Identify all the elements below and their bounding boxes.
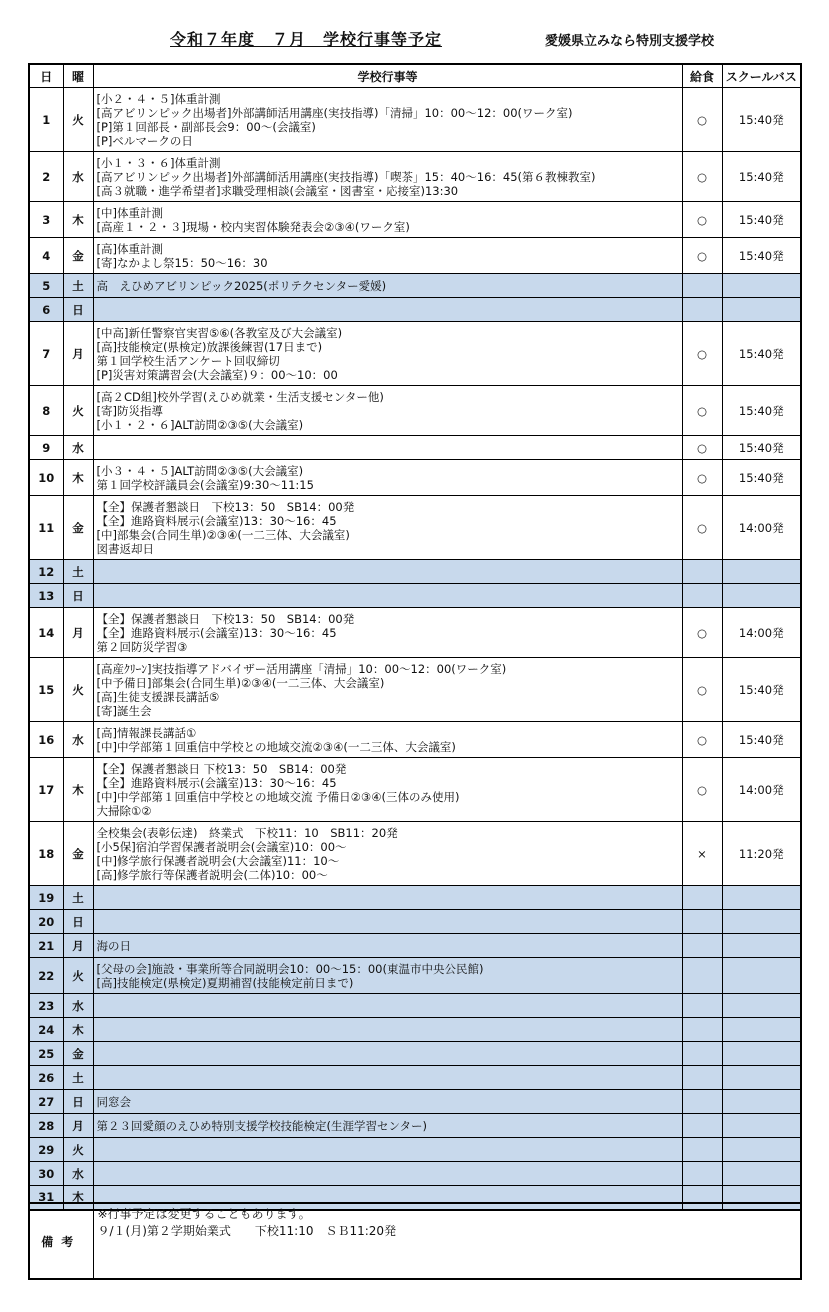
day-row: [29, 910, 801, 934]
event-line: 第１回学校評議員会(会議室)9:30～11:15: [96, 477, 314, 492]
day-row: [29, 496, 801, 560]
day-row: [29, 722, 801, 758]
bus-time: [722, 560, 801, 584]
weekday: 月: [63, 1114, 93, 1138]
events-cell: [93, 822, 682, 886]
header-meal: 給食: [682, 64, 722, 88]
day-number: 12: [29, 560, 63, 584]
event-line: 第２３回愛顔のえひめ特別支援学校技能検定(生涯学習センター): [96, 1118, 428, 1133]
event-line: [中]中学部第１回重信中学校との地域交流②③④(一二三体、大会議室): [96, 739, 456, 754]
notes-label: 備考: [29, 1203, 93, 1279]
events-cell: [93, 496, 682, 560]
event-line: [高アビリンピック出場者]外部講師活用講座(実技指導)「清掃」10：00～12：00(ワーク室): [96, 105, 573, 120]
weekday: 日: [63, 584, 93, 608]
header-events: 学校行事等: [93, 64, 682, 88]
day-number: 22: [29, 958, 63, 994]
events-cell: [93, 1018, 682, 1042]
events-cell: [93, 934, 682, 958]
event-line: 【全】進路資料展示(会議室)13：30～16：45: [96, 625, 337, 640]
bus-time: 15:40発: [722, 152, 801, 202]
bus-time: 15:40発: [722, 722, 801, 758]
day-row: [29, 1114, 801, 1138]
day-number: 30: [29, 1162, 63, 1186]
event-line: 海の日: [96, 938, 131, 953]
lunch-mark: ○: [682, 152, 722, 202]
events-cell: [93, 1162, 682, 1186]
day-row: [29, 994, 801, 1018]
day-number: 19: [29, 886, 63, 910]
lunch-mark: [682, 298, 722, 322]
weekday: 木: [63, 1186, 93, 1210]
bus-time: 11:20発: [722, 822, 801, 886]
event-line: 第２回防災学習③: [96, 639, 188, 654]
lunch-mark: ×: [682, 822, 722, 886]
day-number: 7: [29, 322, 63, 386]
lunch-mark: [682, 1018, 722, 1042]
events-cell: [93, 88, 682, 152]
day-row: [29, 1042, 801, 1066]
day-row: [29, 958, 801, 994]
weekday: 水: [63, 436, 93, 460]
event-line: 【全】保護者懇談日 下校13：50 SB14：00発: [96, 499, 355, 514]
lunch-mark: [682, 886, 722, 910]
weekday: 木: [63, 1018, 93, 1042]
day-row: [29, 436, 801, 460]
weekday: 水: [63, 994, 93, 1018]
lunch-mark: [682, 1138, 722, 1162]
event-line: [中]修学旅行保護者説明会(大会議室)11：10～: [96, 853, 340, 868]
event-line: [P]災害対策講習会(大会議室)９：00～10：00: [96, 367, 338, 382]
bus-time: [722, 298, 801, 322]
bus-time: 15:40発: [722, 386, 801, 436]
event-line: [中]体重計測: [96, 205, 163, 220]
school-name: 愛媛県立みなら特別支援学校: [545, 34, 715, 49]
event-line: [小１・３・６]体重計測: [96, 155, 221, 170]
day-row: [29, 584, 801, 608]
event-line: [寄]防災指導: [96, 403, 163, 418]
day-row: [29, 658, 801, 722]
event-line: [中予備日]部集会(合同生単)②③④(一二三体、大会議室): [96, 675, 385, 690]
bus-time: 15:40発: [722, 88, 801, 152]
weekday: 水: [63, 152, 93, 202]
events-cell: [93, 298, 682, 322]
lunch-mark: ○: [682, 386, 722, 436]
bus-time: [722, 910, 801, 934]
day-number: 15: [29, 658, 63, 722]
day-row: [29, 758, 801, 822]
events-cell: [93, 910, 682, 934]
day-number: 17: [29, 758, 63, 822]
day-number: 25: [29, 1042, 63, 1066]
bus-time: [722, 994, 801, 1018]
events-cell: [93, 238, 682, 274]
events-cell: [93, 322, 682, 386]
weekday: 月: [63, 322, 93, 386]
day-number: 31: [29, 1186, 63, 1210]
day-number: 5: [29, 274, 63, 298]
event-line: [高３就職・進学希望者]求職受理相談(会議室・図書室・応接室)13:30: [96, 183, 459, 198]
events-cell: [93, 436, 682, 460]
events-cell: [93, 1138, 682, 1162]
day-row: [29, 274, 801, 298]
events-cell: [93, 1090, 682, 1114]
lunch-mark: [682, 1042, 722, 1066]
event-line: [高]技能検定(県検定)放課後練習(17日まで): [96, 339, 323, 354]
day-row: [29, 1162, 801, 1186]
events-cell: [93, 658, 682, 722]
bus-time: 15:40発: [722, 436, 801, 460]
weekday: 木: [63, 758, 93, 822]
notes-line: ※行事予定は変更することもあります。: [97, 1207, 311, 1221]
bus-time: 15:40発: [722, 322, 801, 386]
schedule-table: [28, 63, 802, 1211]
event-line: [中]部集会(合同生単)②③④(一二三体、大会議室): [96, 527, 350, 542]
event-line: [中]中学部第１回重信中学校との地域交流 予備日②③④(三体のみ使用): [96, 789, 460, 804]
day-row: [29, 608, 801, 658]
day-number: 26: [29, 1066, 63, 1090]
weekday: 月: [63, 608, 93, 658]
weekday: 水: [63, 1162, 93, 1186]
day-row: [29, 460, 801, 496]
day-row: [29, 1090, 801, 1114]
event-line: [P]第１回部長・副部長会9：00～(会議室): [96, 119, 316, 134]
events-cell: [93, 958, 682, 994]
weekday: 火: [63, 88, 93, 152]
weekday: 日: [63, 298, 93, 322]
bus-time: [722, 584, 801, 608]
event-line: 【全】保護者懇談日 下校13：50 SB14：00発: [96, 761, 347, 776]
day-number: 16: [29, 722, 63, 758]
event-line: 第１回学校生活アンケート回収締切: [96, 353, 280, 368]
weekday: 水: [63, 722, 93, 758]
weekday: 金: [63, 238, 93, 274]
weekday: 土: [63, 886, 93, 910]
events-cell: [93, 1042, 682, 1066]
day-number: 28: [29, 1114, 63, 1138]
bus-time: 15:40発: [722, 202, 801, 238]
bus-time: [722, 886, 801, 910]
weekday: 土: [63, 1066, 93, 1090]
event-line: [高]生徒支援課長講話⑤: [96, 689, 220, 704]
day-row: [29, 386, 801, 436]
day-row: [29, 202, 801, 238]
event-line: 【全】進路資料展示(会議室)13：30～16：45: [96, 513, 337, 528]
event-line: 同窓会: [96, 1094, 131, 1109]
notes-table: [28, 1202, 802, 1280]
day-number: 23: [29, 994, 63, 1018]
weekday: 金: [63, 822, 93, 886]
day-row: [29, 1138, 801, 1162]
day-row: [29, 1066, 801, 1090]
day-row: [29, 298, 801, 322]
lunch-mark: [682, 560, 722, 584]
weekday: 日: [63, 1090, 93, 1114]
event-line: 図書返却日: [96, 541, 154, 556]
lunch-mark: [682, 910, 722, 934]
day-number: 10: [29, 460, 63, 496]
lunch-mark: ○: [682, 202, 722, 238]
bus-time: [722, 934, 801, 958]
event-line: [小３・４・５]ALT訪問②③⑤(大会議室): [96, 463, 304, 478]
bus-time: 14:00発: [722, 758, 801, 822]
event-line: 【全】進路資料展示(会議室)13：30～16：45: [96, 775, 337, 790]
day-row: [29, 822, 801, 886]
notes-text: [93, 1203, 801, 1279]
event-line: [高]体重計測: [96, 241, 163, 256]
lunch-mark: ○: [682, 608, 722, 658]
lunch-mark: [682, 934, 722, 958]
event-line: [高]技能検定(県検定)夏期補習(技能検定前日まで): [96, 975, 354, 990]
header-weekday: 曜: [63, 64, 93, 88]
event-line: [高２CD組]校外学習(えひめ就業・生活支援センター他): [96, 389, 384, 404]
event-line: [高]情報課長講話①: [96, 725, 197, 740]
event-line: [小２・４・５]体重計測: [96, 91, 221, 106]
events-cell: [93, 460, 682, 496]
bus-time: [722, 1066, 801, 1090]
weekday: 火: [63, 658, 93, 722]
day-row: [29, 152, 801, 202]
bus-time: 14:00発: [722, 496, 801, 560]
day-row: [29, 1018, 801, 1042]
events-cell: [93, 274, 682, 298]
event-line: 大掃除①②: [96, 803, 152, 818]
bus-time: 15:40発: [722, 460, 801, 496]
lunch-mark: ○: [682, 322, 722, 386]
weekday: 土: [63, 274, 93, 298]
event-line: [小１・２・６]ALT訪問②③⑤(大会議室): [96, 417, 304, 432]
event-line: [父母の会]施設・事業所等合同説明会10：00～15：00(東温市中央公民館): [96, 961, 484, 976]
weekday: 木: [63, 460, 93, 496]
header-day: 日: [29, 64, 63, 88]
bus-time: [722, 1114, 801, 1138]
bus-time: 15:40発: [722, 238, 801, 274]
event-line: [寄]なかよし祭15：50～16：30: [96, 255, 268, 270]
events-cell: [93, 994, 682, 1018]
bus-time: [722, 274, 801, 298]
day-row: [29, 322, 801, 386]
event-line: 全校集会(表彰伝達) 終業式 下校11：10 SB11：20発: [96, 825, 398, 840]
event-line: [寄]誕生会: [96, 703, 152, 718]
events-cell: [93, 202, 682, 238]
weekday: 火: [63, 958, 93, 994]
events-cell: [93, 152, 682, 202]
events-cell: [93, 386, 682, 436]
bus-time: [722, 1018, 801, 1042]
event-line: [高アビリンピック出場者]外部講師活用講座(実技指導)「喫茶」15：40～16：45(第６教棟教室): [96, 169, 596, 184]
lunch-mark: [682, 994, 722, 1018]
events-cell: [93, 722, 682, 758]
weekday: 月: [63, 934, 93, 958]
day-number: 11: [29, 496, 63, 560]
lunch-mark: [682, 584, 722, 608]
day-number: 13: [29, 584, 63, 608]
weekday: 土: [63, 560, 93, 584]
bus-time: [722, 1090, 801, 1114]
weekday: 木: [63, 202, 93, 238]
day-number: 18: [29, 822, 63, 886]
events-cell: [93, 584, 682, 608]
day-number: 24: [29, 1018, 63, 1042]
events-cell: [93, 560, 682, 584]
events-cell: [93, 608, 682, 658]
day-row: [29, 88, 801, 152]
lunch-mark: ○: [682, 238, 722, 274]
event-line: [小5保]宿泊学習保護者説明会(会議室)10：00～: [96, 839, 347, 854]
events-cell: [93, 1066, 682, 1090]
events-cell: [93, 1114, 682, 1138]
events-cell: [93, 758, 682, 822]
day-number: 14: [29, 608, 63, 658]
header-bus: スクールバス: [722, 64, 801, 88]
event-line: [高]修学旅行等保護者説明会(二体)10：00～: [96, 867, 328, 882]
lunch-mark: ○: [682, 658, 722, 722]
page-title: 令和７年度 ７月 学校行事等予定: [170, 30, 443, 49]
event-line: 高 えひめアビリンピック2025(ポリテクセンター愛媛): [96, 278, 387, 293]
bus-time: [722, 1162, 801, 1186]
weekday: 火: [63, 1138, 93, 1162]
bus-time: 15:40発: [722, 658, 801, 722]
day-number: 2: [29, 152, 63, 202]
day-number: 29: [29, 1138, 63, 1162]
bus-time: [722, 958, 801, 994]
day-row: [29, 560, 801, 584]
lunch-mark: ○: [682, 436, 722, 460]
header-row: [29, 64, 801, 88]
day-row: [29, 886, 801, 910]
lunch-mark: [682, 1162, 722, 1186]
day-number: 6: [29, 298, 63, 322]
lunch-mark: ○: [682, 722, 722, 758]
day-number: 27: [29, 1090, 63, 1114]
weekday: 日: [63, 910, 93, 934]
day-row: [29, 238, 801, 274]
day-number: 8: [29, 386, 63, 436]
event-line: [高産１・２・３]現場・校内実習体験発表会②③④(ワーク室): [96, 219, 410, 234]
lunch-mark: [682, 958, 722, 994]
day-number: 1: [29, 88, 63, 152]
event-line: [P]ベルマークの日: [96, 133, 193, 148]
day-row: [29, 934, 801, 958]
lunch-mark: ○: [682, 496, 722, 560]
weekday: 金: [63, 1042, 93, 1066]
day-number: 4: [29, 238, 63, 274]
day-number: 20: [29, 910, 63, 934]
day-number: 3: [29, 202, 63, 238]
lunch-mark: ○: [682, 460, 722, 496]
lunch-mark: [682, 1066, 722, 1090]
lunch-mark: ○: [682, 758, 722, 822]
bus-time: [722, 1042, 801, 1066]
lunch-mark: [682, 1114, 722, 1138]
day-number: 9: [29, 436, 63, 460]
lunch-mark: ○: [682, 88, 722, 152]
weekday: 火: [63, 386, 93, 436]
lunch-mark: [682, 274, 722, 298]
lunch-mark: [682, 1090, 722, 1114]
event-line: [中高]新任警察官実習⑤⑥(各教室及び大会議室): [96, 325, 343, 340]
events-cell: [93, 886, 682, 910]
weekday: 金: [63, 496, 93, 560]
event-line: 【全】保護者懇談日 下校13：50 SB14：00発: [96, 611, 355, 626]
bus-time: 14:00発: [722, 608, 801, 658]
bus-time: [722, 1138, 801, 1162]
day-number: 21: [29, 934, 63, 958]
notes-line: ９/１(月)第２学期始業式 下校11:10 ＳＢ11:20発: [97, 1224, 397, 1238]
event-line: [高産ｸﾘｰﾝ]実技指導アドバイザー活用講座「清掃」10：00～12：00(ワーク室): [96, 661, 507, 676]
